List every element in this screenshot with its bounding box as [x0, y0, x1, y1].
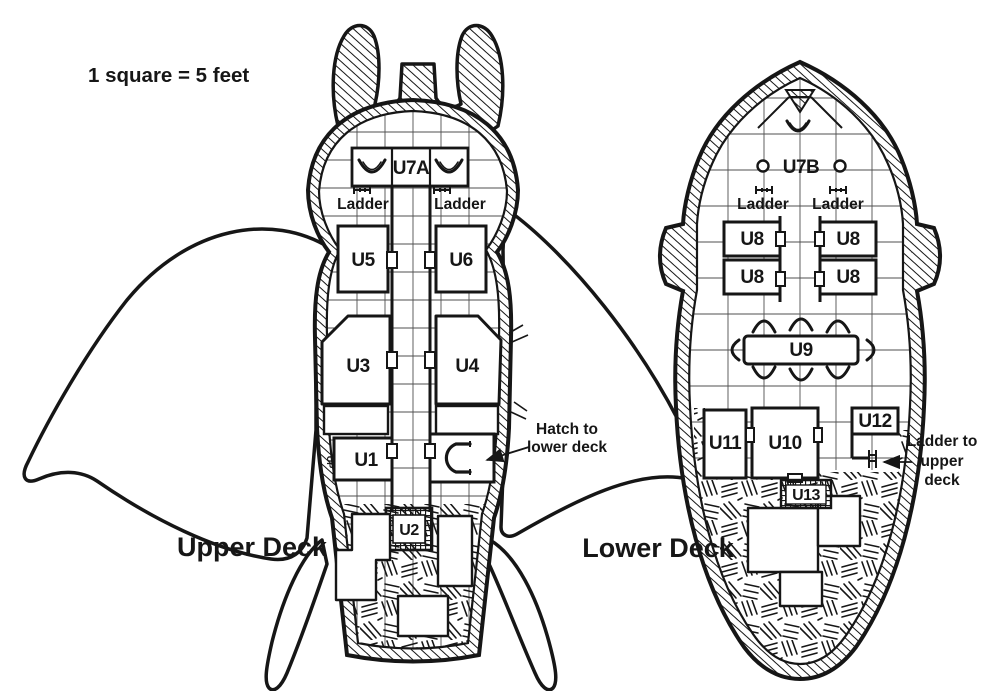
- anteroom-right: [436, 406, 498, 434]
- scale-legend: 1 square = 5 feet: [88, 64, 250, 87]
- porthole-icon: [835, 161, 846, 172]
- porthole-icon: [758, 161, 769, 172]
- room-label-u13: U13: [792, 487, 820, 504]
- room-label-u11: U11: [708, 433, 742, 454]
- ladder-label-right: Ladder: [434, 196, 486, 213]
- hatch-note-line2: lower deck: [526, 439, 608, 456]
- anteroom-left: [324, 406, 388, 434]
- room-label-u9: U9: [789, 340, 813, 361]
- room-label-u2: U2: [399, 522, 419, 539]
- room-label-u7b: U7B: [782, 157, 820, 178]
- up-marker: UP: [325, 455, 335, 469]
- ladder-label-right: Ladder: [812, 196, 864, 213]
- ladder-to-note-line3: deck: [924, 472, 960, 489]
- ladder-to-note-line1: Ladder to: [906, 433, 978, 450]
- room-label-u6: U6: [449, 250, 473, 271]
- room-label-u8-4: U8: [836, 267, 860, 288]
- room-label-u8-1: U8: [740, 229, 764, 250]
- ladder-to-note-line2: upper: [920, 453, 964, 470]
- room-label-u12: U12: [858, 411, 892, 432]
- upper-deck-title: Upper Deck: [176, 532, 328, 562]
- left-wing: [24, 229, 330, 559]
- room-label-u8-2: U8: [836, 229, 860, 250]
- hatch-icon: [446, 444, 470, 472]
- tail-fin-left: [266, 540, 327, 690]
- room-label-u4: U4: [455, 356, 479, 377]
- lower-deck-title: Lower Deck: [582, 533, 734, 563]
- ladder-label-left: Ladder: [737, 196, 789, 213]
- hatch-note-line1: Hatch to: [536, 421, 598, 438]
- room-label-u8-3: U8: [740, 267, 764, 288]
- room-label-u3: U3: [346, 356, 370, 377]
- room-label-u7a: U7A: [392, 158, 430, 179]
- tail-fin-right: [489, 540, 556, 690]
- room-label-u5: U5: [351, 250, 375, 271]
- room-label-u10: U10: [768, 433, 802, 454]
- room-label-u1: U1: [354, 450, 378, 471]
- upper-deck-ship: [24, 26, 701, 690]
- ladder-label-left: Ladder: [337, 196, 389, 213]
